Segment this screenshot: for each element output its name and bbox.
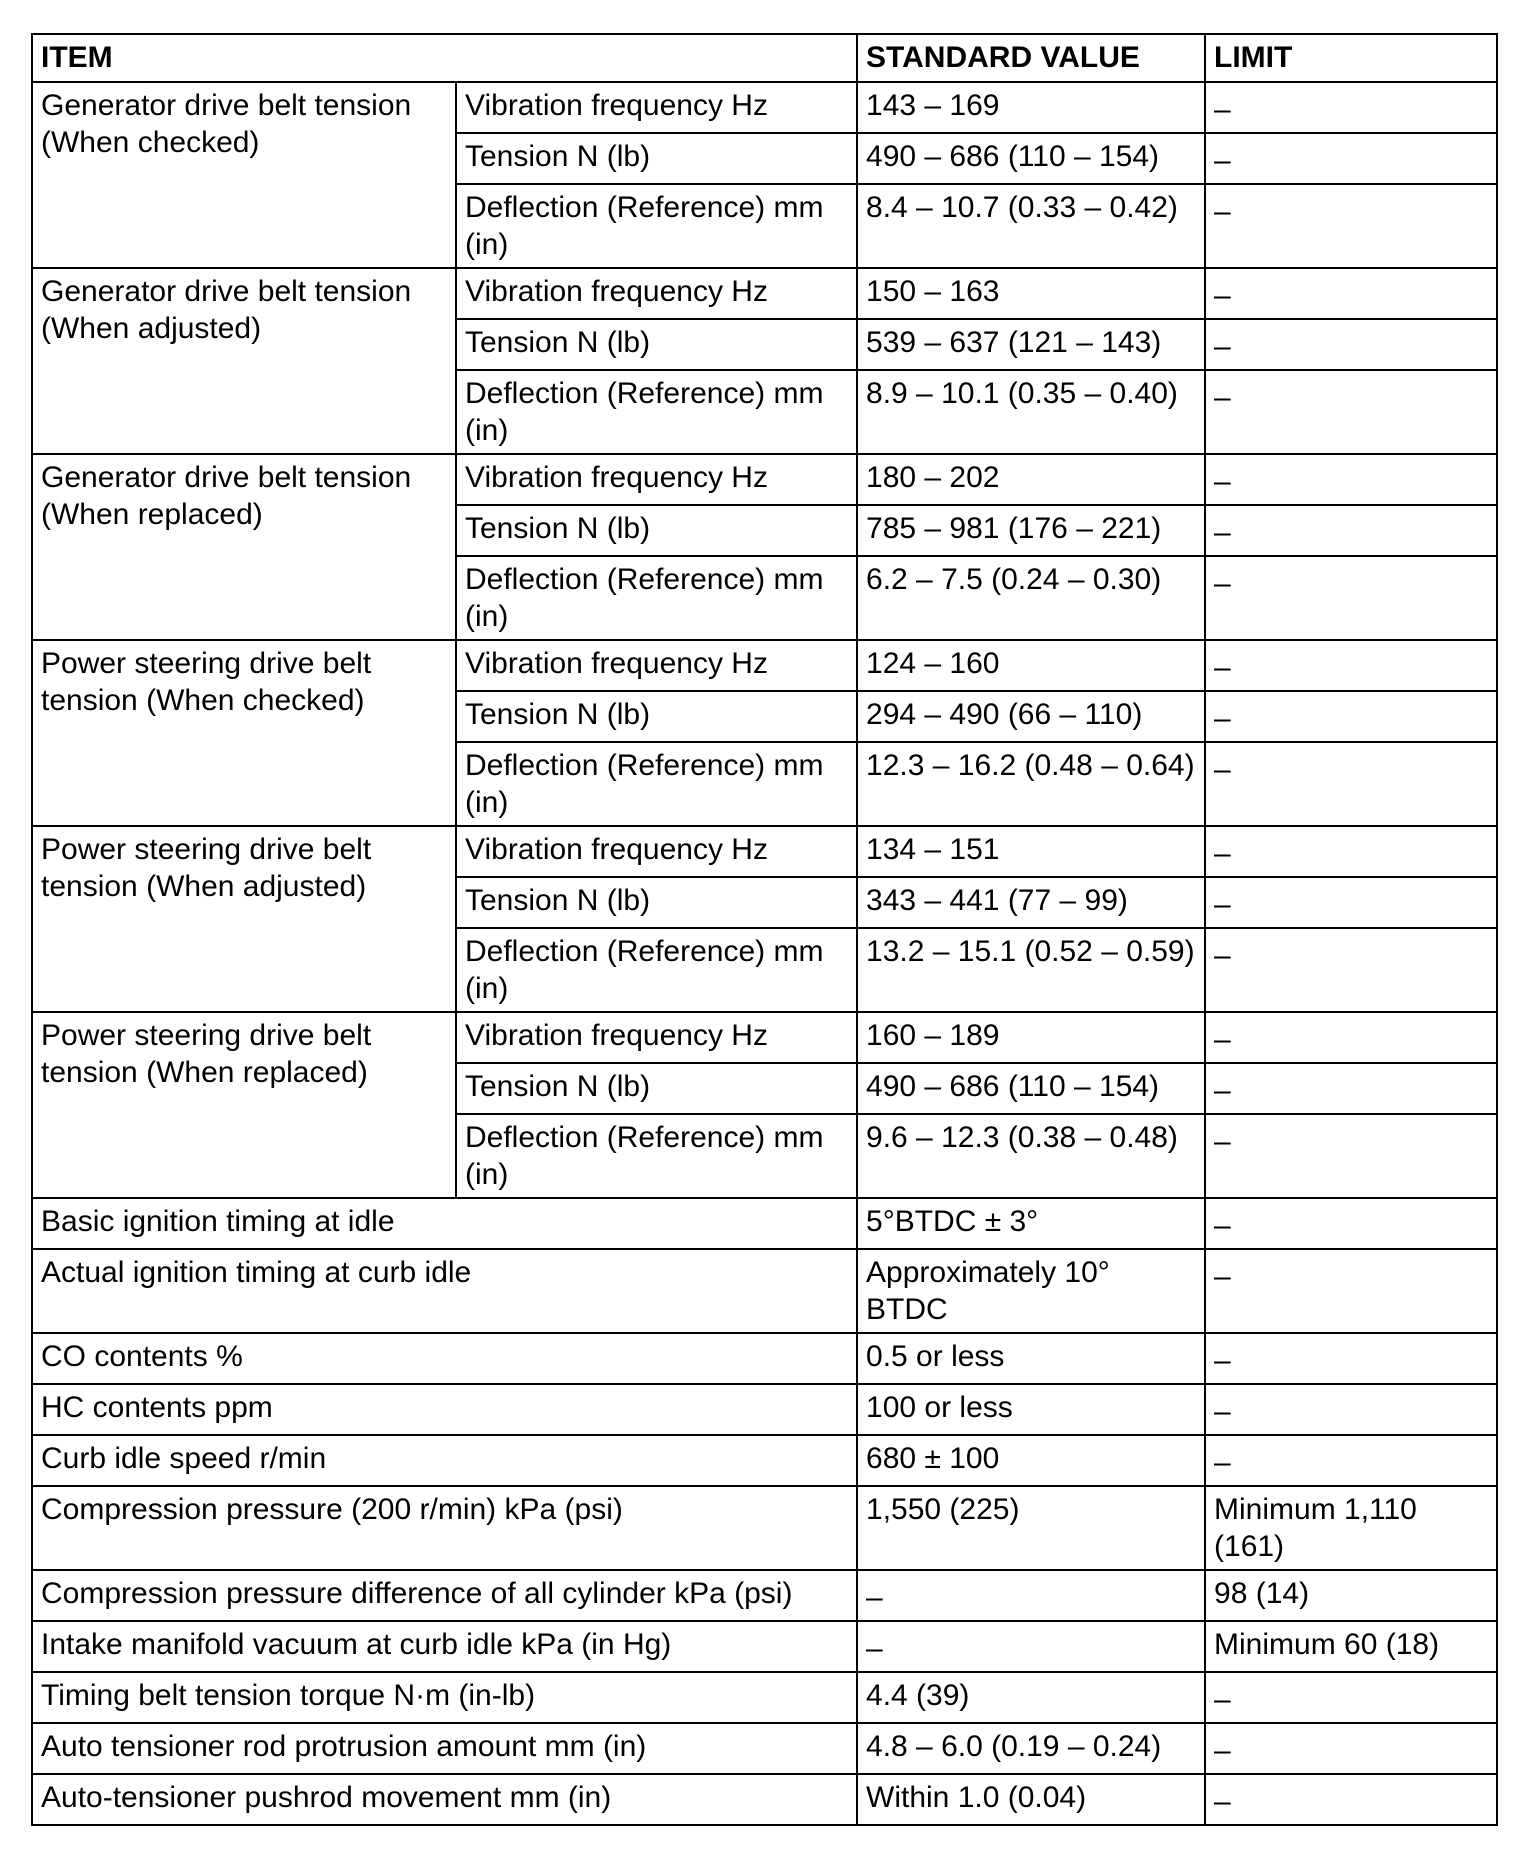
- spec-row: [32, 1672, 1497, 1723]
- standard-value-cell: –: [857, 1570, 1205, 1621]
- spec-row: [32, 1333, 1497, 1384]
- limit-cell: –: [1205, 1672, 1497, 1723]
- parameter-cell: Tension N (lb): [456, 691, 857, 742]
- parameter-cell: Vibration frequency Hz: [456, 454, 857, 505]
- spec-table-body: [32, 34, 1497, 1825]
- belt-group-row: [32, 1012, 1497, 1063]
- parameter-cell: Tension N (lb): [456, 319, 857, 370]
- parameter-cell: Deflection (Reference) mm (in): [456, 928, 857, 1012]
- limit-cell: –: [1205, 1063, 1497, 1114]
- item-cell: Curb idle speed r/min: [32, 1435, 857, 1486]
- belt-group-row: [32, 268, 1497, 319]
- standard-value-cell: 539 – 637 (121 – 143): [857, 319, 1205, 370]
- standard-value-cell: 8.9 – 10.1 (0.35 – 0.40): [857, 370, 1205, 454]
- header-item: ITEM: [32, 34, 857, 82]
- spec-row: [32, 1486, 1497, 1570]
- limit-cell: –: [1205, 1384, 1497, 1435]
- standard-value-cell: 160 – 189: [857, 1012, 1205, 1063]
- standard-value-cell: 1,550 (225): [857, 1486, 1205, 1570]
- limit-cell: –: [1205, 1774, 1497, 1825]
- item-cell: Auto tensioner rod protrusion amount mm (in): [32, 1723, 857, 1774]
- limit-cell: –: [1205, 928, 1497, 1012]
- header-row: [32, 34, 1497, 82]
- spec-row: [32, 1621, 1497, 1672]
- standard-value-cell: 6.2 – 7.5 (0.24 – 0.30): [857, 556, 1205, 640]
- standard-value-cell: 4.4 (39): [857, 1672, 1205, 1723]
- standard-value-cell: 150 – 163: [857, 268, 1205, 319]
- limit-cell: –: [1205, 133, 1497, 184]
- limit-cell: –: [1205, 505, 1497, 556]
- limit-cell: –: [1205, 370, 1497, 454]
- limit-cell: –: [1205, 1249, 1497, 1333]
- limit-cell: –: [1205, 1723, 1497, 1774]
- item-cell: Timing belt tension torque N·m (in-lb): [32, 1672, 857, 1723]
- item-cell: Compression pressure difference of all cylinder kPa (psi): [32, 1570, 857, 1621]
- limit-cell: –: [1205, 742, 1497, 826]
- parameter-cell: Vibration frequency Hz: [456, 82, 857, 133]
- parameter-cell: Tension N (lb): [456, 877, 857, 928]
- item-cell: CO contents %: [32, 1333, 857, 1384]
- belt-group-row: [32, 826, 1497, 877]
- belt-group-label: Power steering drive belt tension (When adjusted): [32, 826, 456, 1012]
- item-cell: Intake manifold vacuum at curb idle kPa (in Hg): [32, 1621, 857, 1672]
- parameter-cell: Vibration frequency Hz: [456, 1012, 857, 1063]
- belt-group-label: Generator drive belt tension (When replaced): [32, 454, 456, 640]
- belt-group-label: Power steering drive belt tension (When checked): [32, 640, 456, 826]
- header-standard-value: STANDARD VALUE: [857, 34, 1205, 82]
- header-limit: LIMIT: [1205, 34, 1497, 82]
- standard-value-cell: 294 – 490 (66 – 110): [857, 691, 1205, 742]
- spec-row: [32, 1435, 1497, 1486]
- belt-group-label: Generator drive belt tension (When checked): [32, 82, 456, 268]
- item-cell: Auto-tensioner pushrod movement mm (in): [32, 1774, 857, 1825]
- parameter-cell: Vibration frequency Hz: [456, 826, 857, 877]
- standard-value-cell: 343 – 441 (77 – 99): [857, 877, 1205, 928]
- limit-cell: 98 (14): [1205, 1570, 1497, 1621]
- spec-row: [32, 1774, 1497, 1825]
- standard-value-cell: 4.8 – 6.0 (0.19 – 0.24): [857, 1723, 1205, 1774]
- spec-row: [32, 1723, 1497, 1774]
- standard-value-cell: 9.6 – 12.3 (0.38 – 0.48): [857, 1114, 1205, 1198]
- standard-value-cell: 180 – 202: [857, 454, 1205, 505]
- standard-value-cell: 0.5 or less: [857, 1333, 1205, 1384]
- parameter-cell: Tension N (lb): [456, 505, 857, 556]
- limit-cell: –: [1205, 184, 1497, 268]
- parameter-cell: Deflection (Reference) mm (in): [456, 370, 857, 454]
- parameter-cell: Deflection (Reference) mm (in): [456, 1114, 857, 1198]
- standard-value-cell: 12.3 – 16.2 (0.48 – 0.64): [857, 742, 1205, 826]
- standard-value-cell: 785 – 981 (176 – 221): [857, 505, 1205, 556]
- spec-row: [32, 1384, 1497, 1435]
- parameter-cell: Deflection (Reference) mm (in): [456, 184, 857, 268]
- standard-value-cell: 13.2 – 15.1 (0.52 – 0.59): [857, 928, 1205, 1012]
- standard-value-cell: 8.4 – 10.7 (0.33 – 0.42): [857, 184, 1205, 268]
- item-cell: HC contents ppm: [32, 1384, 857, 1435]
- parameter-cell: Vibration frequency Hz: [456, 640, 857, 691]
- parameter-cell: Deflection (Reference) mm (in): [456, 742, 857, 826]
- standard-value-cell: 5°BTDC ± 3°: [857, 1198, 1205, 1249]
- limit-cell: –: [1205, 1435, 1497, 1486]
- item-cell: Compression pressure (200 r/min) kPa (psi): [32, 1486, 857, 1570]
- limit-cell: –: [1205, 1012, 1497, 1063]
- limit-cell: –: [1205, 454, 1497, 505]
- standard-value-cell: 134 – 151: [857, 826, 1205, 877]
- item-cell: Basic ignition timing at idle: [32, 1198, 857, 1249]
- limit-cell: Minimum 1,110 (161): [1205, 1486, 1497, 1570]
- spec-row: [32, 1198, 1497, 1249]
- belt-group-label: Generator drive belt tension (When adjusted): [32, 268, 456, 454]
- limit-cell: –: [1205, 1198, 1497, 1249]
- belt-group-label: Power steering drive belt tension (When replaced): [32, 1012, 456, 1198]
- parameter-cell: Deflection (Reference) mm (in): [456, 556, 857, 640]
- standard-value-cell: Within 1.0 (0.04): [857, 1774, 1205, 1825]
- standard-value-cell: –: [857, 1621, 1205, 1672]
- belt-group-row: [32, 82, 1497, 133]
- limit-cell: –: [1205, 877, 1497, 928]
- parameter-cell: Tension N (lb): [456, 1063, 857, 1114]
- limit-cell: –: [1205, 82, 1497, 133]
- limit-cell: –: [1205, 1114, 1497, 1198]
- limit-cell: –: [1205, 268, 1497, 319]
- belt-group-row: [32, 640, 1497, 691]
- parameter-cell: Tension N (lb): [456, 133, 857, 184]
- item-cell: Actual ignition timing at curb idle: [32, 1249, 857, 1333]
- standard-value-cell: 490 – 686 (110 – 154): [857, 133, 1205, 184]
- limit-cell: –: [1205, 640, 1497, 691]
- limit-cell: –: [1205, 826, 1497, 877]
- standard-value-cell: 680 ± 100: [857, 1435, 1205, 1486]
- standard-value-cell: 100 or less: [857, 1384, 1205, 1435]
- standard-value-cell: 490 – 686 (110 – 154): [857, 1063, 1205, 1114]
- limit-cell: Minimum 60 (18): [1205, 1621, 1497, 1672]
- spec-row: [32, 1570, 1497, 1621]
- standard-value-cell: Approximately 10° BTDC: [857, 1249, 1205, 1333]
- belt-group-row: [32, 454, 1497, 505]
- spec-table: [31, 33, 1498, 1826]
- standard-value-cell: 124 – 160: [857, 640, 1205, 691]
- limit-cell: –: [1205, 556, 1497, 640]
- limit-cell: –: [1205, 1333, 1497, 1384]
- parameter-cell: Vibration frequency Hz: [456, 268, 857, 319]
- limit-cell: –: [1205, 691, 1497, 742]
- limit-cell: –: [1205, 319, 1497, 370]
- spec-row: [32, 1249, 1497, 1333]
- standard-value-cell: 143 – 169: [857, 82, 1205, 133]
